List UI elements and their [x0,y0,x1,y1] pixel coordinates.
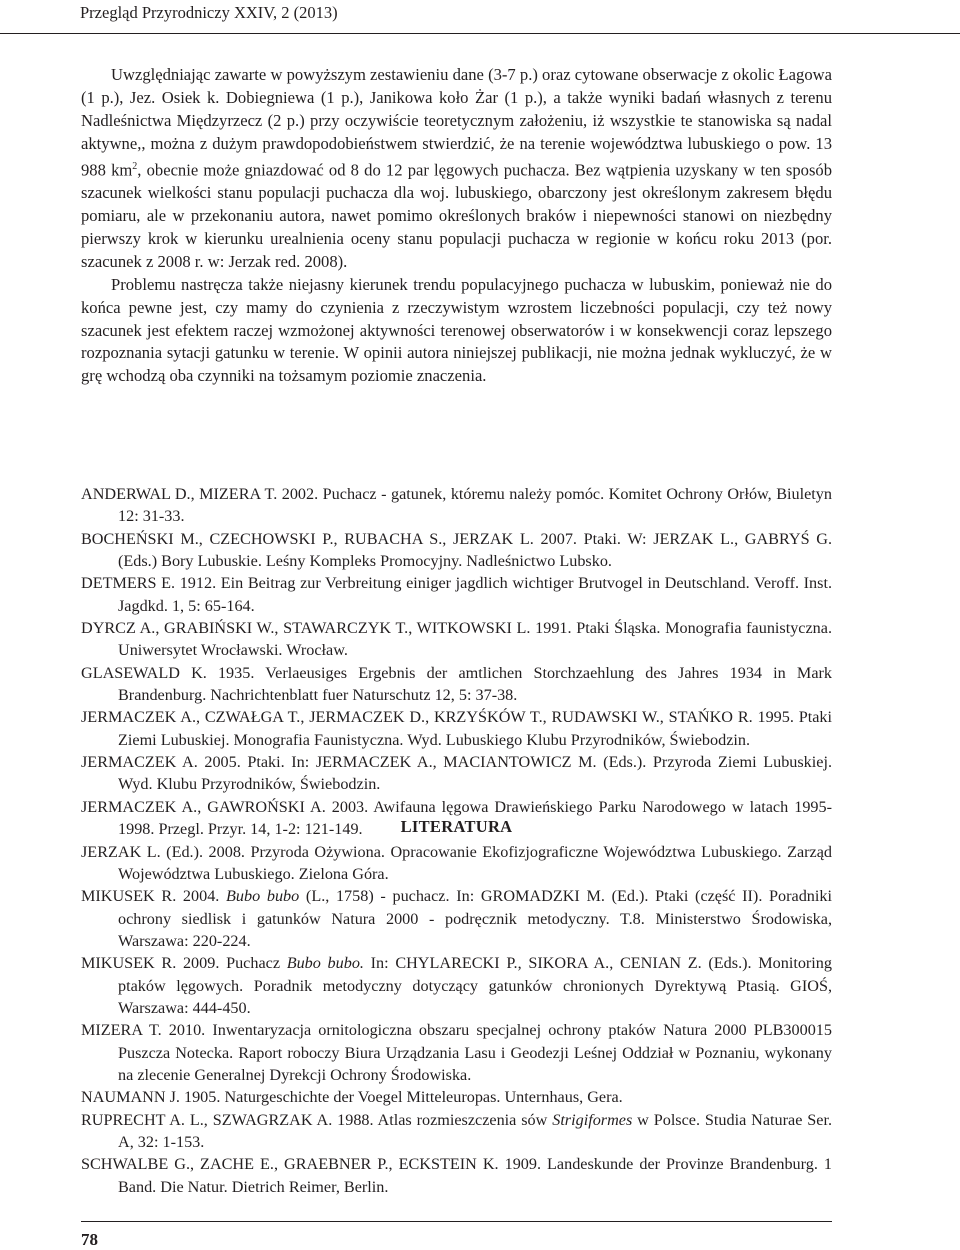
reference-text: GLASEWALD K. 1935. Verlaeusiges Ergebnis der amtlichen Storchzaehlung des Jahres 1934 in Mark Brandenburg. Nachrichtenblatt fuer Naturschutz 12, 5: 37-38. [81,663,832,705]
paragraph-2: Problemu nastręcza także niejasny kierunek trendu populacyjnego puchacza w lubuskim, ponieważ nie do końca pewne jest, czy mamy do czynienia z rzeczywistym wzrostem liczebności populacji, czy też nowy szacunek jest efektem raczej wzmożonej aktywności terenowej obserwatorów i w konsekwencji coraz lepszego rozpoznania sytacji gatunku w terenie. W opinii autora niniejszej publikacji, nie można jednak wykluczyć, że w grę wchodzą oba czynniki na tożsamym poziomie znaczenia. [81,274,832,386]
superscript: 2 [132,160,138,172]
reference-text: JERMACZEK A., CZWAŁGA T., JERMACZEK D., KRZYŚKÓW T., RUDAWSKI W., STAŃKO R. 1995. Ptaki Ziemi Lubuskiej. Monografia Faunistyczna. Wyd. Lubuskiego Klubu Przyrodników, Świebodzin. [81,708,832,749]
reference-list [81,483,832,1198]
reference-entry [81,1086,832,1108]
footer-rule [81,1221,832,1222]
reference-entry [81,572,832,617]
reference-entry [81,885,832,952]
reference-italic-name: Strigiformes [552,1110,633,1129]
reference-entry [81,841,832,886]
reference-entry [81,483,832,528]
reference-text: MIKUSEK R. 2004. [81,887,227,906]
reference-text: JERMACZEK A. 2005. Ptaki. In: JERMACZEK A., MACIANTOWICZ M. (Eds.). Przyroda Ziemi Lubuskiej. Wyd. Klubu Przyrodników, Świebodzin. [81,753,832,794]
reference-text: JERMACZEK A., GAWROŃSKI A. 2003. Awifauna lęgowa Drawieńskiego Parku Narodowego w latach 1995-1998. Przegl. Przyr. 14, 1-2: 121-149. [81,797,832,839]
reference-entry [81,952,832,1019]
reference-text: JERZAK L. (Ed.). 2008. Przyroda Ożywiona. Opracowanie Ekofizjograficzne Województwa Lubuskiego. Zarząd Województwa Lubuskiego. Zielona Góra. [81,842,832,883]
reference-text: BOCHEŃSKI M., CZECHOWSKI P., RUBACHA S., JERZAK L. 2007. Ptaki. W: JERZAK L., GABRYŚ G. (Eds.) Bory Lubuskie. Leśny Kompleks Promocyjny. Nadleśnictwo Lubsko. [81,529,832,571]
reference-entry [81,796,832,841]
reference-text-continued: w Polsce. Studia Naturae Ser. A, 32: 1-153. [118,1110,832,1151]
reference-text: MIZERA T. 2010. Inwentaryzacja ornitologiczna obszaru specjalnej ochrony ptaków Natura 2000 PLB300015 Puszcza Notecka. Raport roboczy Biura Urządzania Lasu i Geodezji Leśnej Oddział w Poznaniu, wykonany na zlecenie Generalnej Dyrekcji Ochrony Środowiska. [81,1021,832,1084]
reference-italic-name: Bubo bubo [226,887,300,906]
running-header: Przegląd Przyrodniczy XXIV, 2 (2013) [80,3,338,22]
paragraph-1-text-a: Uwzględniając zawarte w powyższym zestawieniu dane (3-7 p.) oraz cytowane obserwacje z okolic Łagowa (1 p.), Jez. Osiek k. Dobiegniewa (1 p.), Janikowa koło Żar (1 p.), a także wyniki badań własnych z terenu Nadleśnictwa Międzyrzecz (2 p.) przy oczywiście teoretycznym założeniu, iż wszystkie te stanowiska są nadal aktywne,, można z dużym prawdopodobieństwem stwierdzić, że na terenie województwa lubuskiego o pow. 13 988 km [81,65,832,180]
reference-entry [81,1109,832,1154]
paragraph-1 [81,64,832,274]
reference-text: DETMERS E. 1912. Ein Beitrag zur Verbreitung einiger jagdlich wichtiger Brutvogel in Deutschland. Veroff. Inst. Jagdkd. 1, 5: 65-164. [81,574,832,615]
reference-text: MIKUSEK R. 2009. Puchacz [81,954,287,973]
reference-text: ANDERWAL D., MIZERA T. 2002. Puchacz - gatunek, któremu należy pomóc. Komitet Ochrony Orłów, Biuletyn 12: 31-33. [81,485,832,526]
reference-italic-name: Bubo bubo. [286,954,364,973]
body-text [81,64,832,388]
reference-entry [81,617,832,662]
reference-text: SCHWALBE G., ZACHE E., GRAEBNER P., ECKSTEIN K. 1909. Landeskunde der Provinze Brandenburg. 1 Band. Die Natur. Dietrich Reimer, Berlin. [81,1155,832,1196]
reference-text: DYRCZ A., GRABIŃSKI W., STAWARCZYK T., WITKOWSKI L. 1991. Ptaki Śląska. Monografia faunistyczna. Uniwersytet Wrocławski. Wrocław. [81,619,832,660]
reference-text: RUPRECHT A. L., SZWAGRZAK A. 1988. Atlas rozmieszczenia sów [81,1110,553,1129]
literature-heading-text: LITERATURA [400,817,513,836]
reference-text-continued: In: CHYLARECKI P., SIKORA A., CENIAN Z. (Eds.). Monitoring ptaków lęgowych. Poradnik metodyczny dotyczący gatunków chronionych Dyrektywą Ptasią. GIOŚ, Warszawa: 444-450. [118,954,832,1017]
reference-entry [81,706,832,751]
reference-text-continued: (L., 1758) - puchacz. In: GROMADZKI M. (Ed.). Ptaki (część II). Poradniki ochrony siedlisk i gatunków Natura 2000 - podręcznik metodyczny. T.8. Ministerstwo Środowiska, Warszawa: 220-224. [118,887,832,950]
reference-entry [81,528,832,573]
reference-entry [81,662,832,707]
page-number: 78 [81,1230,98,1249]
reference-text: NAUMANN J. 1905. Naturgeschichte der Voegel Mitteleuropas. Unternhaus, Gera. [81,1088,623,1107]
paragraph-1-text-b: , obecnie może gniazdować od 8 do 12 par lęgowych puchacza. Bez wątpienia uzyskany w ten sposób szacunek wielkości stanu populacji puchacza dla woj. lubuskiego, obarczony jest określonym zakresem błędu pomiaru, ale w przekonaniu autora, nawet pomimo określonych braków i niepewności stanowi on niezbędny pierwszy krok w kierunku urealnienia oceny stanu populacji puchacza w regionie w końcu roku 2013 (por. szacunek z 2008 r. w: Jerzak red. 2008). [81,160,832,271]
reference-entry [81,1019,832,1086]
reference-entry [81,751,832,796]
header-rule [0,33,960,34]
reference-entry [81,1153,832,1198]
